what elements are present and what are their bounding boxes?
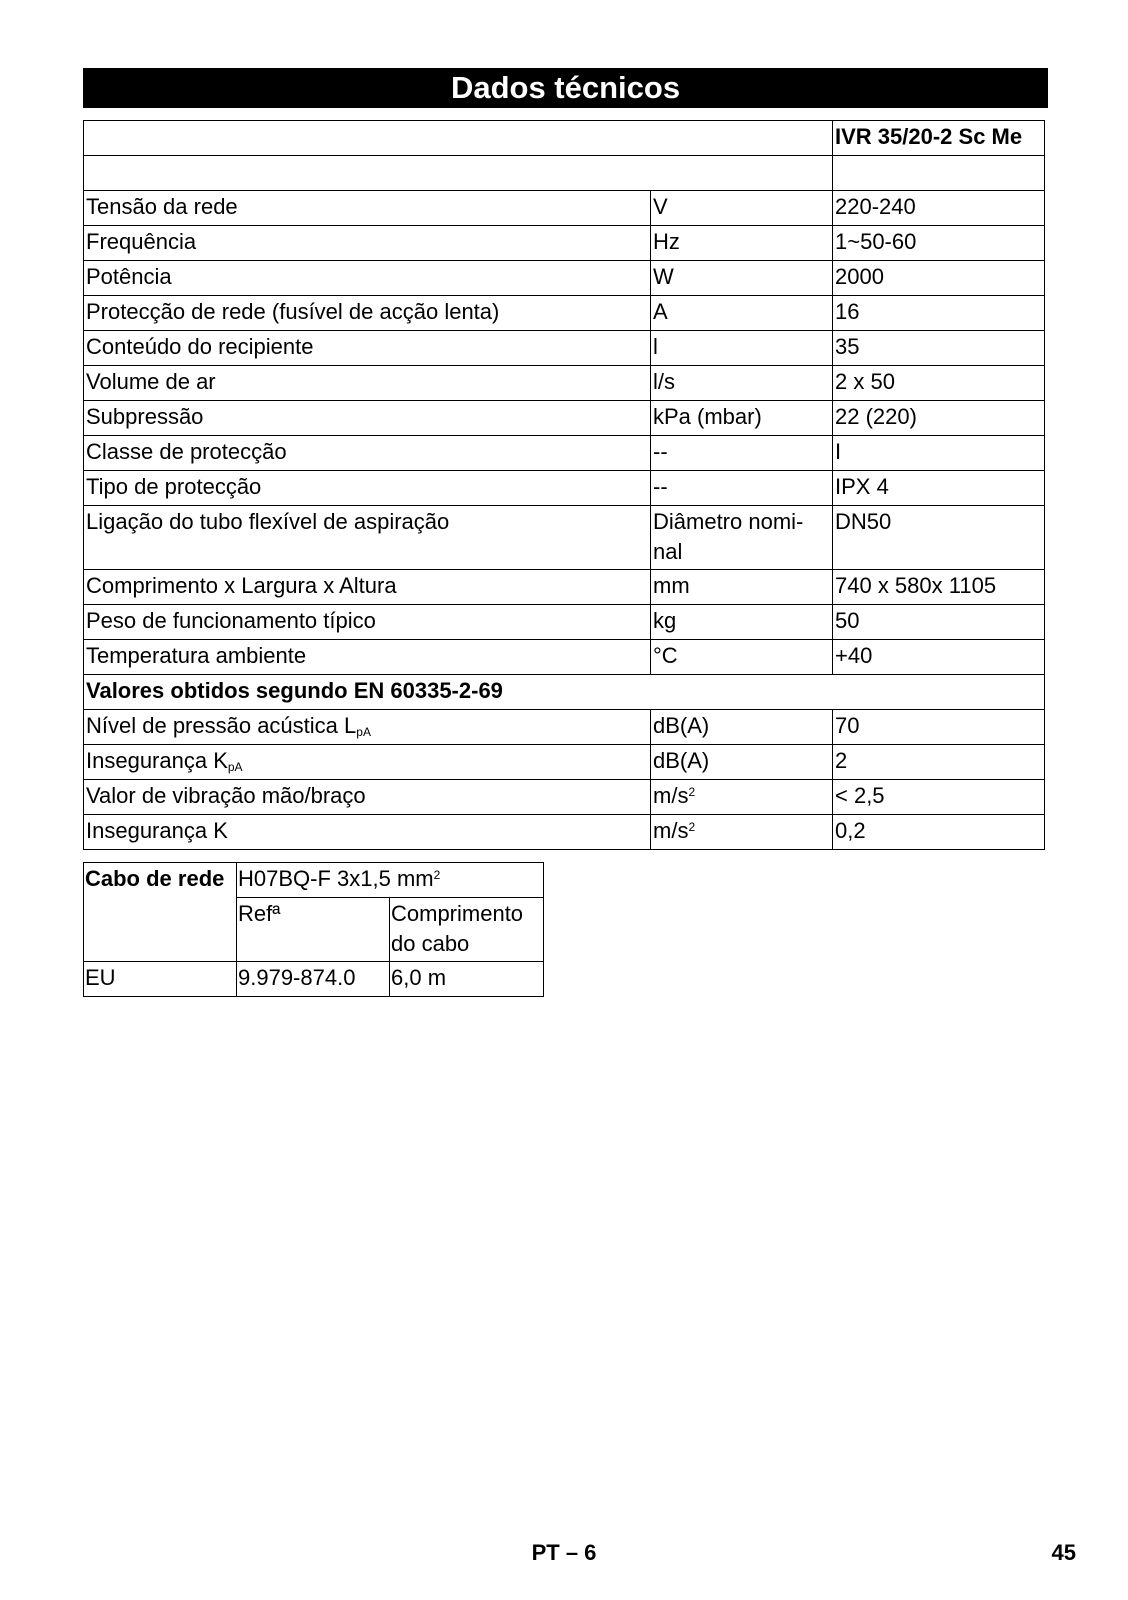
row-unit: mm bbox=[651, 570, 833, 605]
row-unit: $m/s^2$ bbox=[651, 815, 833, 850]
table-row bbox=[84, 261, 1045, 296]
row-label: Tipo de protecção bbox=[84, 471, 651, 506]
row-label: Classe de protecção bbox=[84, 436, 651, 471]
row-unit: kPa (mbar) bbox=[651, 401, 833, 436]
model-name: IVR 35/20-2 Sc Me bbox=[833, 121, 1045, 156]
cable-region: EU bbox=[84, 962, 237, 997]
ref-header: Refª bbox=[237, 898, 390, 962]
row-unit: Diâmetro nomi- nal bbox=[651, 506, 833, 570]
row-label: Volume de ar bbox=[84, 366, 651, 401]
table-row bbox=[84, 506, 1045, 570]
section-heading: Valores obtidos segundo EN 60335-2-69 bbox=[84, 675, 1045, 710]
table-row bbox=[84, 436, 1045, 471]
row-value: 220-240 bbox=[833, 191, 1045, 226]
row-unit: dB(A) bbox=[651, 710, 833, 745]
cable-ref: 9.979-874.0 bbox=[237, 962, 390, 997]
row-value: 740 x 580x 1105 bbox=[833, 570, 1045, 605]
cable-type: H07BQ-F 3x1,5 $mm^2$ bbox=[237, 863, 544, 898]
table-row bbox=[84, 296, 1045, 331]
table-row bbox=[84, 191, 1045, 226]
row-unit: dB(A) bbox=[651, 745, 833, 780]
row-unit: $m/s^2$ bbox=[651, 780, 833, 815]
page-number: 45 bbox=[1051, 1540, 1076, 1565]
row-value: 2 x 50 bbox=[833, 366, 1045, 401]
row-label: Subpressão bbox=[84, 401, 651, 436]
row-label: Comprimento x Largura x Altura bbox=[84, 570, 651, 605]
table-row bbox=[84, 570, 1045, 605]
row-value: I bbox=[833, 436, 1045, 471]
table-row bbox=[84, 815, 1045, 850]
table-row bbox=[84, 401, 1045, 436]
empty-row bbox=[84, 156, 1045, 191]
row-value: 16 bbox=[833, 296, 1045, 331]
table-row bbox=[84, 745, 1045, 780]
row-value: 2 bbox=[833, 745, 1045, 780]
row-value: 2000 bbox=[833, 261, 1045, 296]
row-value: 0,2 bbox=[833, 815, 1045, 850]
table-row bbox=[84, 710, 1045, 745]
cable-length: 6,0 m bbox=[390, 962, 544, 997]
cable-type-row bbox=[84, 863, 544, 898]
row-value: IPX 4 bbox=[833, 471, 1045, 506]
row-label: Insegurança K bbox=[84, 815, 651, 850]
table-row bbox=[84, 226, 1045, 261]
row-label: Conteúdo do recipiente bbox=[84, 331, 651, 366]
row-value: 70 bbox=[833, 710, 1045, 745]
table-row bbox=[84, 471, 1045, 506]
row-unit: l bbox=[651, 331, 833, 366]
page-title: Dados técnicos bbox=[83, 68, 1048, 108]
row-value: 35 bbox=[833, 331, 1045, 366]
row-label: Temperatura ambiente bbox=[84, 640, 651, 675]
length-header: Comprimento do cabo bbox=[390, 898, 544, 962]
cable-data-row bbox=[84, 962, 544, 997]
table-header-row bbox=[84, 121, 1045, 156]
row-label: Valor de vibração mão/braço bbox=[84, 780, 651, 815]
section-heading-row bbox=[84, 675, 1045, 710]
row-unit: Hz bbox=[651, 226, 833, 261]
power-cable-table bbox=[83, 862, 544, 997]
footer-section-label: PT – 6 bbox=[531, 1540, 597, 1565]
row-value: < 2,5 bbox=[833, 780, 1045, 815]
row-label: Potência bbox=[84, 261, 651, 296]
row-unit: °C bbox=[651, 640, 833, 675]
cable-label: Cabo de rede bbox=[84, 863, 237, 962]
header-empty-cell bbox=[84, 121, 833, 156]
row-value: 1~50-60 bbox=[833, 226, 1045, 261]
table-row bbox=[84, 331, 1045, 366]
table-row bbox=[84, 366, 1045, 401]
row-label: Protecção de rede (fusível de acção lenta) bbox=[84, 296, 651, 331]
row-unit: V bbox=[651, 191, 833, 226]
table-row bbox=[84, 605, 1045, 640]
technical-data-table bbox=[83, 120, 1045, 850]
row-unit: l/s bbox=[651, 366, 833, 401]
row-label: Ligação do tubo flexível de aspiração bbox=[84, 506, 651, 570]
row-label: Tensão da rede bbox=[84, 191, 651, 226]
table-row bbox=[84, 780, 1045, 815]
row-value: 22 (220) bbox=[833, 401, 1045, 436]
row-value: DN50 bbox=[833, 506, 1045, 570]
row-unit: W bbox=[651, 261, 833, 296]
row-value: 50 bbox=[833, 605, 1045, 640]
row-label: Nível de pressão acústica $L_{pA}$ bbox=[84, 710, 651, 745]
row-unit: -- bbox=[651, 471, 833, 506]
row-unit: A bbox=[651, 296, 833, 331]
row-label: Frequência bbox=[84, 226, 651, 261]
row-unit: -- bbox=[651, 436, 833, 471]
row-unit: kg bbox=[651, 605, 833, 640]
table-row bbox=[84, 640, 1045, 675]
row-label: Insegurança $K_{pA}$ bbox=[84, 745, 651, 780]
row-label: Peso de funcionamento típico bbox=[84, 605, 651, 640]
row-value: +40 bbox=[833, 640, 1045, 675]
